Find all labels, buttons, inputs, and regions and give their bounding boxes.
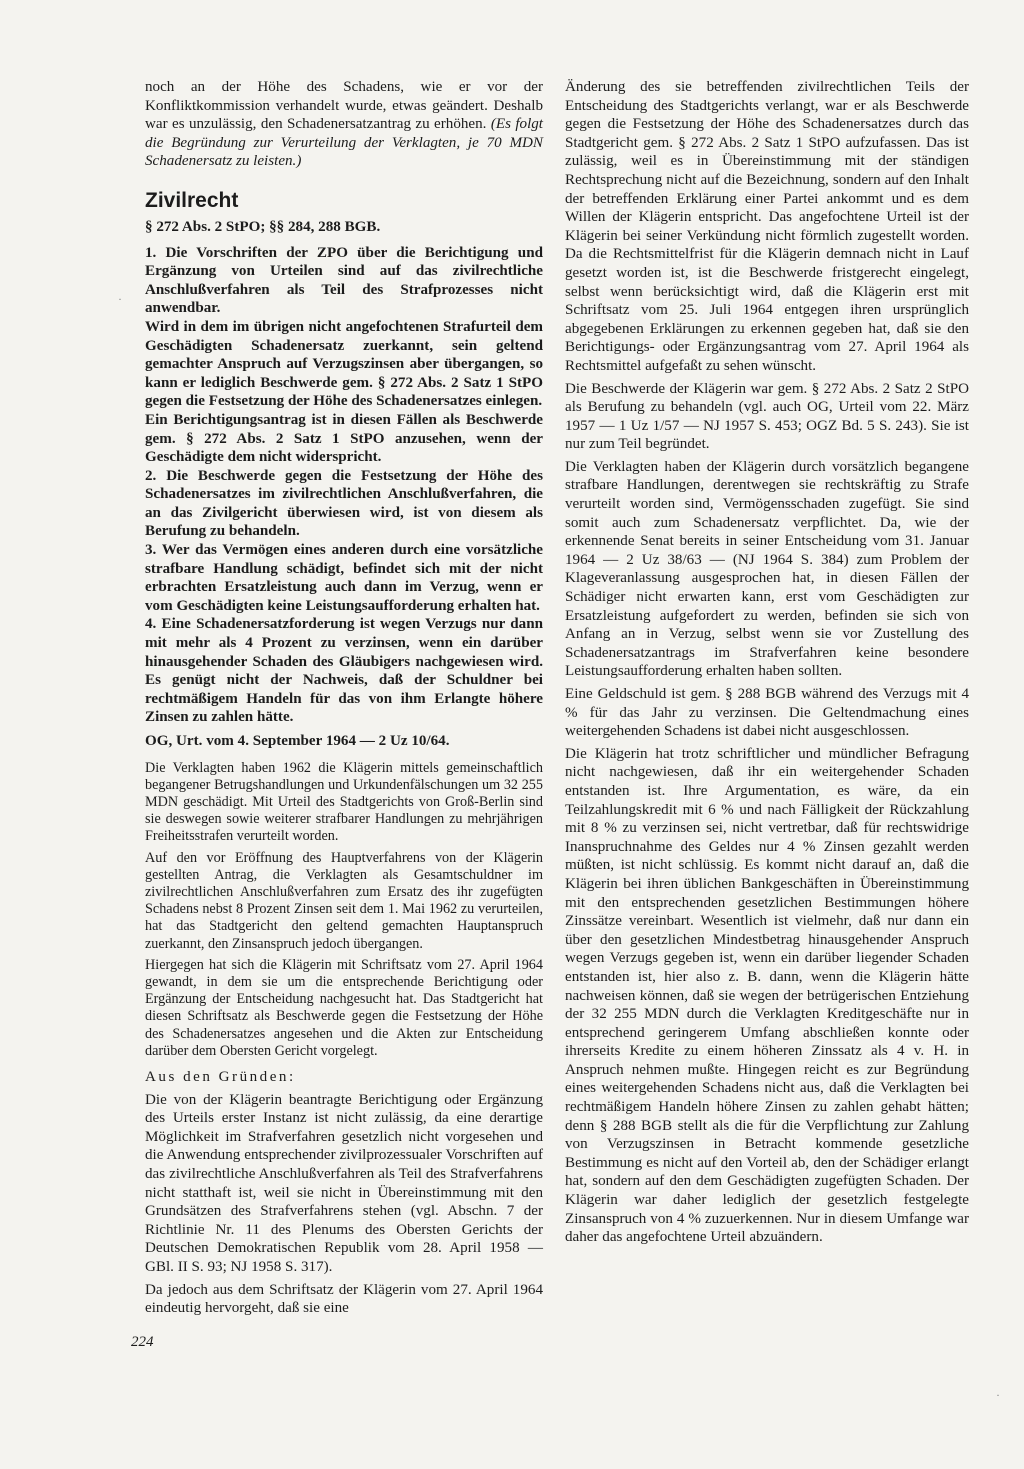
- facts-paragraph: Die Verklagten haben 1962 die Klägerin mittels gemeinschaftlich begangener Betrugshandlungen und Urkundenfälschungen um 32 255 MDN geschädigt. Mit Urteil des Stadtgerichts von Groß-Berlin sind sie deswegen sowie weiterer strafbarer Handlungen zu mehrjährigen Freiheitsstrafen verurteilt worden.: [145, 759, 543, 845]
- right-column: [565, 78, 969, 1251]
- headnote-1b: Wird in dem im übrigen nicht angefochtenen Strafurteil dem Geschädigten Schadenersatz zuerkannt, sein geltend gemachter Anspruch auf Verzugszinsen aber übergangen, so kann er lediglich Beschwerde gem. § 272 Abs. 2 Satz 1 StPO gegen die Festsetzung der Höhe des Schadenersatzes einlegen.: [145, 318, 543, 410]
- body-paragraph: Die Beschwerde der Klägerin war gem. § 272 Abs. 2 Satz 2 StPO als Berufung zu behandeln (vgl. auch OG, Urteil vom 22. März 1957 — 1 Uz 1/57 — NJ 1957 S. 453; OGZ Bd. 5 S. 243). Sie ist nur zum Teil begründet.: [565, 380, 969, 453]
- section-heading-zivilrecht: Zivilrecht: [145, 188, 239, 212]
- intro-italic-note: (Es folgt die Begründung zur Verurteilung der Verklagten, je 70 MDN Schadenersatz zu leisten.): [145, 116, 544, 170]
- court-citation: OG, Urt. vom 4. September 1964 — 2 Uz 10/64.: [145, 733, 450, 749]
- body-paragraph: Die Klägerin hat trotz schriftlicher und mündlicher Befragung nicht nachgewiesen, daß ihr ein weitergehender Schaden entstanden ist. Ihre Argumentation, es wäre, da ein Teilzahlungskredit mit 6 % und nach Fälligkeit der Rückzahlung mit 8 % zu verzinsen sei, nicht vertretbar, daß für rechtswidrige Inanspruchnahme des Geldes nur 4 % Zinsen gezahlt werden müßten, ist nicht schlüssig. Es kommt nicht darauf an, daß die Klägerin bei ihren üblichen Bankgeschäften in Übereinstimmung mit den entsprechenden gesetzlichen Bestimmungen höhere Zinssätze vereinbart. Wesentlich ist vielmehr, daß nur dann ein über den gesetzlichen Mindestbetrag hinausgehender Anspruch wegen Verzugs gegeben ist, wenn ein darüber liegender Schaden entstanden ist, hier also z. B. dann, wenn die Klägerin hätte nachweisen können, daß sie wegen der betrügerischen Entziehung der 32 255 MDN durch die Verklagten Kreditgeschäfte nur in entsprechend geringerem Umfang abschließen konnte oder ihrerseits Kredite zu einem höheren Zinssatz als 4 v. H. in Anspruch nehmen mußte. Hingegen reicht es zur Begründung eines weitergehenden Schadens nicht aus, daß die Verklagten bei rechtmäßigem Handeln höhere Zinsen zu zahlen gehabt hätten; denn § 288 BGB stellt als die für die Verpflichtung zur Zahlung von Verzugszinsen in Betracht kommende gesetzliche Bestimmung es nicht auf den Vorteil ab, den der Schädiger erlangt hat, sondern auf den dem Geschädigten zugefügten Schaden. Der Klägerin war daher lediglich der gesetzlich festgelegte Zinsanspruch von 4 % zuzuerkennen. Nur in diesem Umfange war daher das angefochtene Urteil abzuändern.: [565, 745, 969, 1246]
- facts-paragraph: Auf den vor Eröffnung des Hauptverfahrens von der Klägerin gestellten Antrag, die Verklagten als Gesamtschuldner im zivilrechtlichen Anschlußverfahren zum Ersatz des ihr zugefügten Schadens nebst 8 Prozent Zinsen seit dem 1. Mai 1962 zu verurteilen, hat das Stadtgericht den geltend gemachten Hauptanspruch zuerkannt, den Zinsanspruch jedoch übergangen.: [145, 849, 543, 952]
- intro-text: noch an der Höhe des Schadens, wie er vor der Konfliktkommission verhandelt wurde, etwas geändert. Deshalb war es unzulässig, den Schadenersatzantrag zu erhöhen.: [145, 79, 543, 133]
- facts-section: [145, 760, 543, 1060]
- facts-paragraph: Hiergegen hat sich die Klägerin mit Schriftsatz vom 27. April 1964 gewandt, in dem sie um die entsprechende Berichtigung oder Ergänzung der Entscheidung nachgesucht hat. Das Stadtgericht hat diesen Schriftsatz als Beschwerde gegen die Festsetzung der Höhe des Schadenersatzes angesehen und die Akten zur Entscheidung darüber dem Obersten Gericht vorgelegt.: [145, 956, 543, 1059]
- statute-references: § 272 Abs. 2 StPO; §§ 284, 288 BGB.: [145, 218, 381, 235]
- headnote-2: 2. Die Beschwerde gegen die Festsetzung der Höhe des Schadenersatzes im zivilrechtlichen Anschlußverfahren, die an das Zivilgericht überwiesen wird, ist von diesem als Berufung zu behandeln.: [145, 467, 543, 540]
- body-paragraph: Die Verklagten haben der Klägerin durch vorsätzlich begangene strafbare Handlungen, derentwegen sie rechtskräftig zu Strafe verurteilt worden sind, Vermögensschaden zugefügt. Sie sind somit auch zum Schadenersatz verpflichtet. Da, wie der erkennende Senat bereits in seiner Entscheidung vom 31. Januar 1964 — 2 Uz 38/63 — (NJ 1964 S. 384) zum Problem der Klageveranlassung ausgesprochen hat, in diesen Fällen der Schädiger nicht erwarten kann, erst vom Geschädigten zur Ersatzleistung aufgefordert zu werden, befinden sie sich von Anfang an in Verzug, selbst wenn sie vor Zustellung des Schadenersatzantrags im Strafverfahren keine besondere Leistungsaufforderung erhalten haben sollten.: [565, 458, 969, 680]
- scan-speck-icon: ·: [996, 1388, 1000, 1402]
- headnote-3: 3. Wer das Vermögen eines anderen durch eine vorsätzliche strafbare Handlung schädigt, befindet sich mit der nicht erbrachten Ersatzleistung auch dann im Verzug, wenn er vom Geschädigten keine Leistungsaufforderung erhalten hat.: [145, 542, 543, 614]
- grounds-paragraph: Da jedoch aus dem Schriftsatz der Klägerin vom 27. April 1964 eindeutig hervorgeht, daß sie eine: [145, 1281, 543, 1317]
- headnote-1: 1. Die Vorschriften der ZPO über die Berichtigung und Ergänzung von Urteilen sind auf das zivilrechtliche Anschlußverfahren als Teil des Strafprozesses nicht anwendbar.: [145, 244, 543, 317]
- intro-paragraph: [145, 78, 543, 171]
- grounds-heading: Aus den Gründen:: [145, 1069, 296, 1086]
- page-number: 224: [131, 1334, 154, 1350]
- body-paragraph: Änderung des sie betreffenden zivilrechtlichen Teils der Entscheidung des Stadtgerichts verlangt, war er als Beschwerde gegen die Festsetzung der Höhe des Schadenersatzes durch das Stadtgericht gem. § 272 Abs. 2 Satz 1 StPO aufzufassen. Das ist zulässig, weil es in Übereinstimmung mit der ständigen Rechtsprechung nicht auf die Bezeichnung, sondern auf den Inhalt der betreffenden Erklärung einer Partei ankommt und es dem Willen der Klägerin entspricht. Das angefochtene Urteil ist der Klägerin bei seiner Verkündung nicht förmlich zugestellt worden. Da die Rechtsmittelfrist für die Klägerin demnach nicht in Lauf gesetzt worden ist, ist die Beschwerde fristgerecht eingelegt, selbst wenn berücksichtigt wird, daß die Klägerin erst mit Schriftsatz vom 25. Juli 1964 entgegen ihren ursprünglich abgegebenen Erklärungen zu erkennen gegeben hat, daß sie den Berichtigungs- oder Ergänzungsantrag vom 27. April 1964 als Rechtsmittel aufgefaßt zu sehen wünscht.: [565, 79, 969, 374]
- headnote-1c: Ein Berichtigungsantrag ist in diesen Fällen als Beschwerde gem. § 272 Abs. 2 Satz 1 StPO anzusehen, wenn der Geschädigte dem nicht widerspricht.: [145, 411, 543, 466]
- grounds-paragraph: Die von der Klägerin beantragte Berichtigung oder Ergänzung des Urteils erster Instanz ist nicht zulässig, da eine derartige Möglichkeit im Strafverfahren gesetzlich nicht vorgesehen und die Anwendung entsprechender zivilprozessualer Vorschriften auf das zivilrechtliche Anschlußverfahren als Teil des Strafverfahrens nicht statthaft ist, weil sie nicht in Übereinstimmung mit den Grundsätzen des Strafverfahrens stehen (vgl. Abschn. 7 der Richtlinie Nr. 11 des Plenums des Obersten Gerichts der Deutschen Demokratischen Republik vom 28. April 1958 — GBl. II S. 93; NJ 1958 S. 317).: [145, 1091, 543, 1275]
- headnote-4: 4. Eine Schadenersatzforderung ist wegen Verzugs nur dann mit mehr als 4 Prozent zu verzinsen, wenn ein darüber hinausgehender Schaden des Gläubigers nachgewiesen wird. Es genügt nicht der Nachweis, daß der Schuldner bei rechtmäßigem Handeln für das von ihm Erlangte höhere Zinsen zu zahlen hätte.: [145, 616, 543, 726]
- body-paragraph: Eine Geldschuld ist gem. § 288 BGB während des Verzugs mit 4 % für das Jahr zu verzinsen. Die Geltendmachung eines weitergehenden Schadens ist dabei nicht ausgeschlossen.: [565, 686, 969, 740]
- left-column: [145, 78, 543, 1322]
- scan-speck-icon: ·: [118, 292, 122, 306]
